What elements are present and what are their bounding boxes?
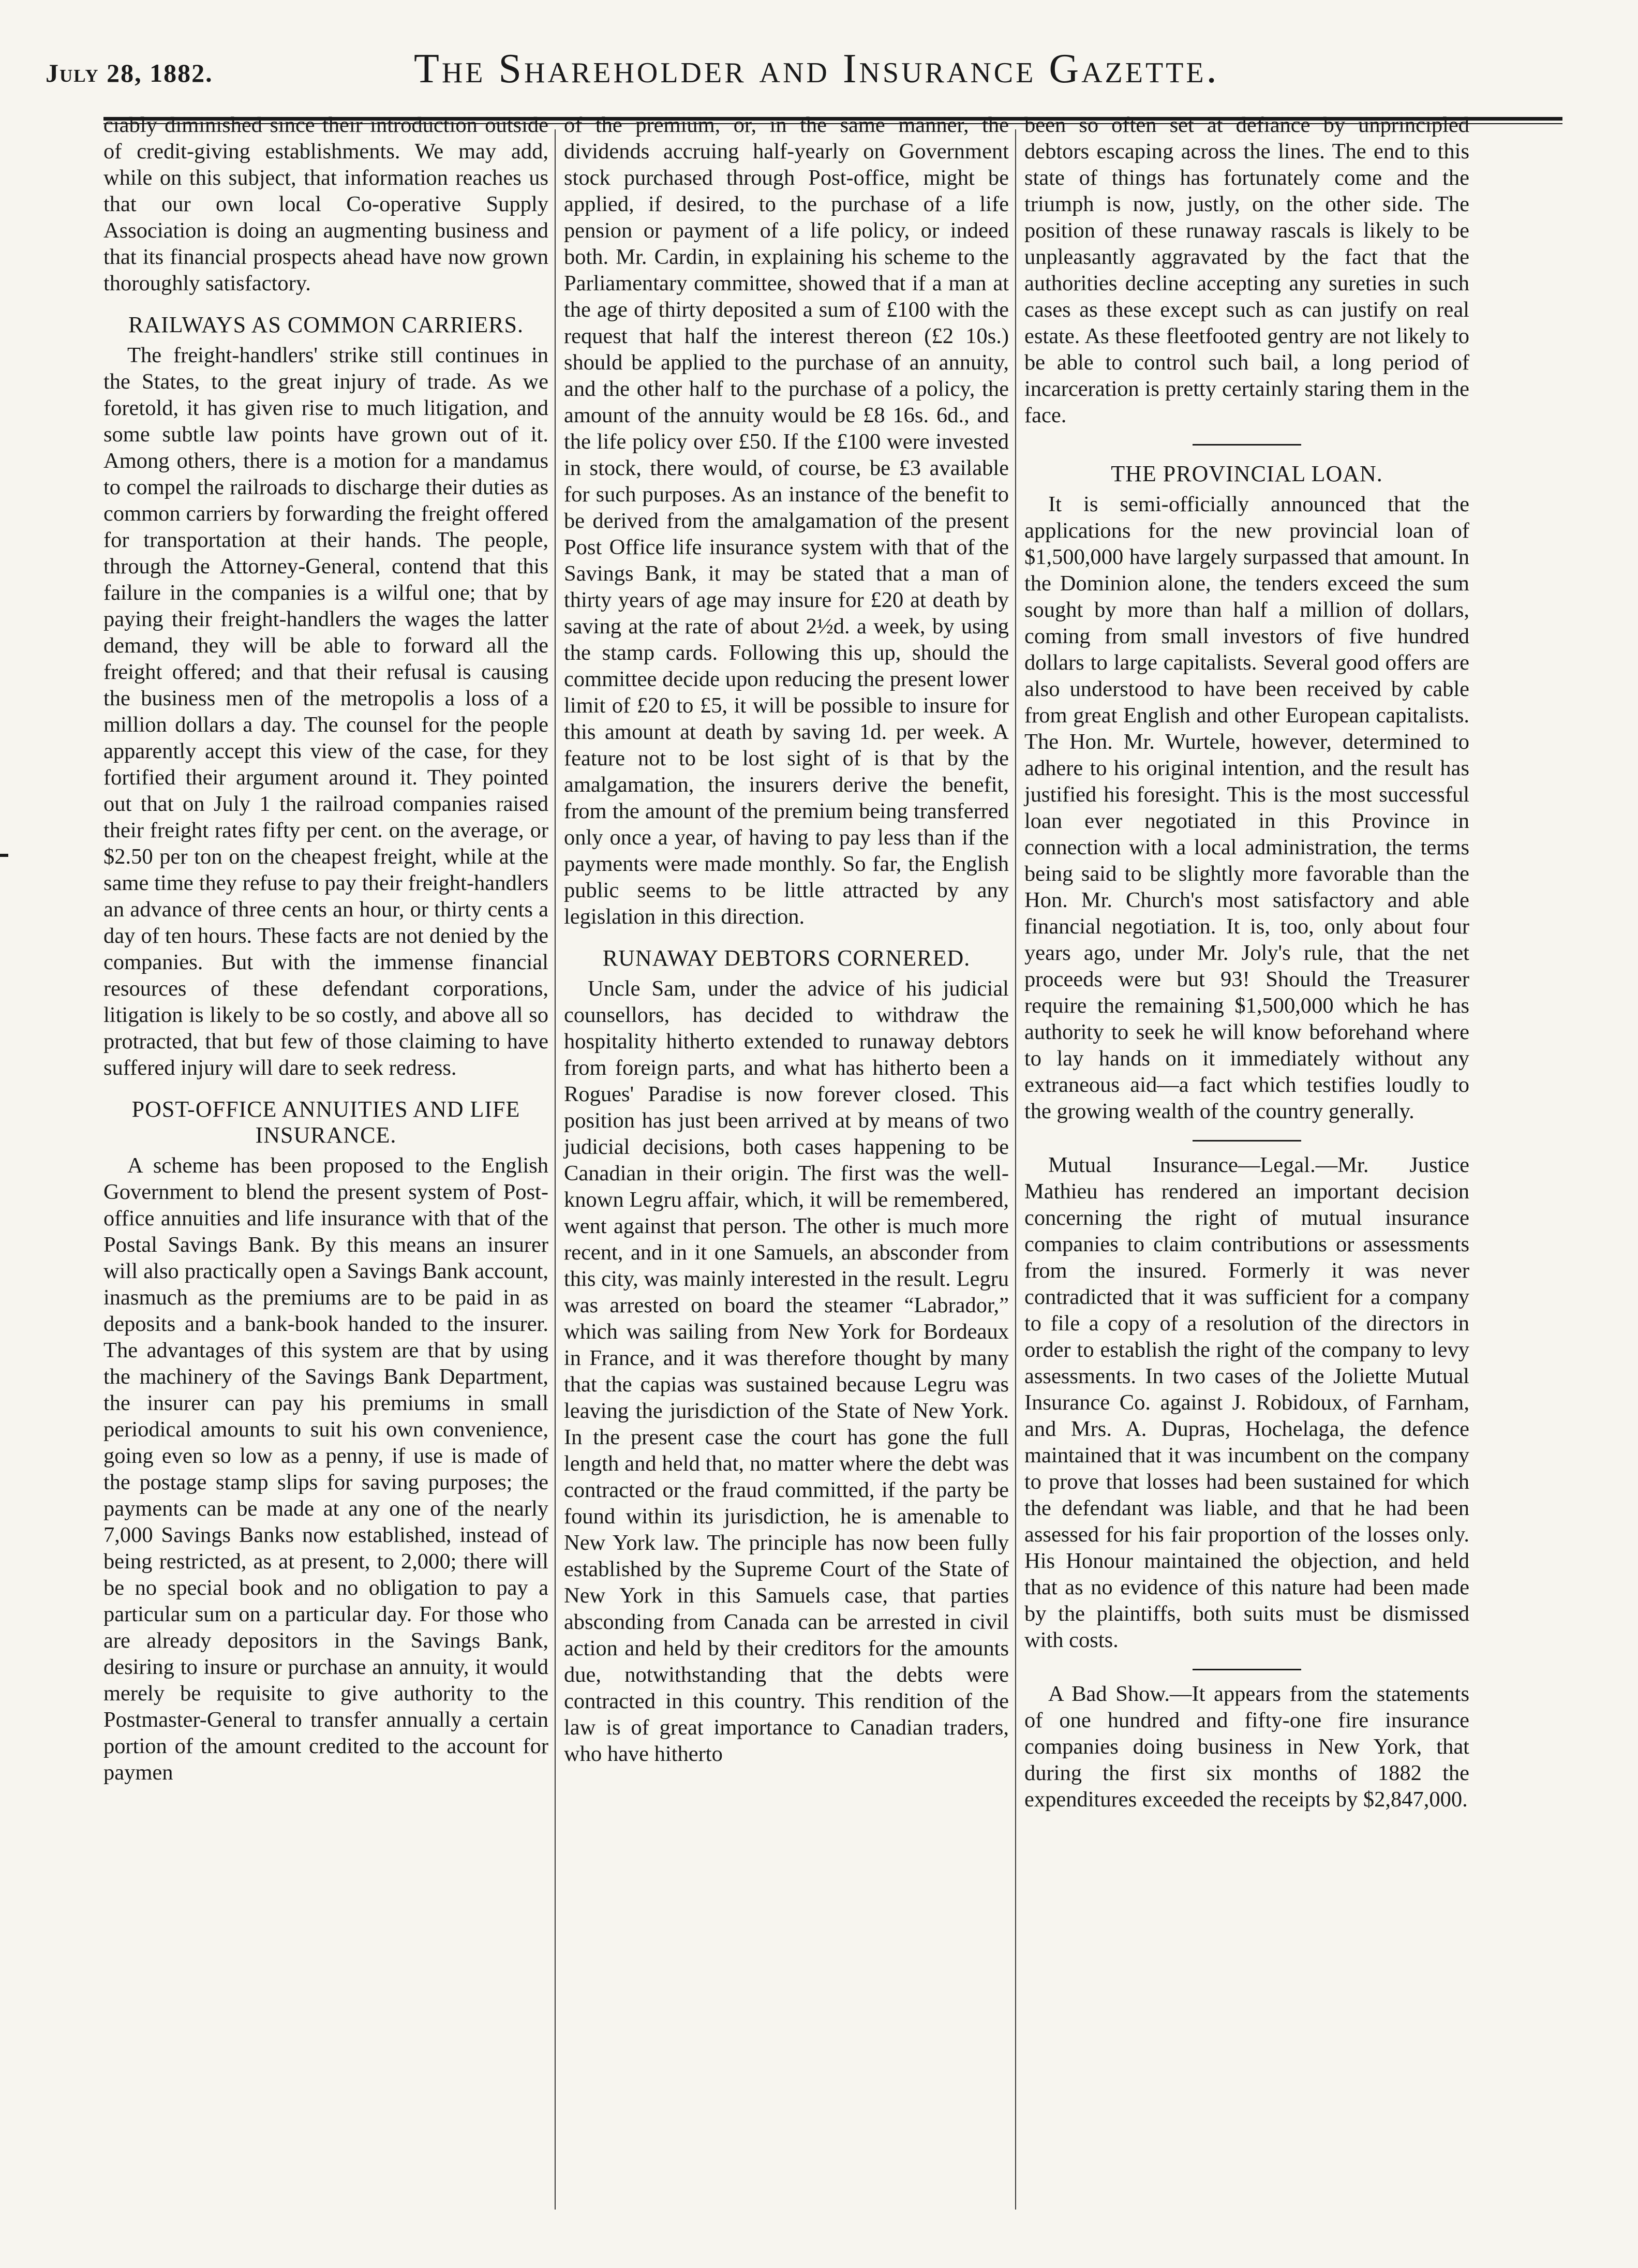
margin-mark (0, 854, 8, 857)
column-2 (564, 112, 1009, 1767)
article-continuation-post-office: of the premium, or, in the same manner, the dividends accruing half-yearly on Government stock purchased through Post-office, might be applied, if desired, to the purchase of a life pension or payment of a life policy, or indeed both. Mr. Cardin, in explaining his scheme to the Parliamentary committee, showed that if a man at the age of thirty deposited a sum of £100 with the request that half the interest thereon (£2 10s.) should be applied to the purchase of an annuity, and the other half to the purchase of a policy, the amount of the annuity would be £8 16s. 6d., and the life policy over £50. If the £100 were invested in stock, there would, of course, be £3 available for such purposes. As an instance of the benefit to be derived from the amalgamation of the present Post Office life insurance system with that of the Savings Bank, it may be stated that a man of thirty years of age may insure for £20 at death by saving at the rate of about 2½d. a week, by using the stamp cards. Following this up, should the committee decide upon reducing the present lower limit of £20 to £5, it will be possible to insure for this amount at death by saving 1d. per week. A feature not to be lost sight of is that by the amalgamation, the insurers derive the benefit, from the amount of the premium being transferred only once a year, of having to pay less than if the payments were made monthly. So far, the English public seems to be little attracted by any legislation in this direction. (564, 113, 1009, 929)
issue-date: July 28, 1882. (46, 58, 213, 87)
column-3 (1024, 112, 1469, 1813)
newspaper-title: The Shareholder and Insurance Gazette. (414, 46, 1219, 92)
article-body-post-office: A scheme has been proposed to the English Government to blend the present system of Post-office annuities and life insurance with that of the Postal Savings Bank. By this means an insurer will also practically open a Savings Bank account, inasmuch as the premiums are to be paid in as deposits and a bank-book handed to the insurer. The advantages of this system are that by using the machinery of the Savings Bank Department, the insurer can pay his premiums in small periodical amounts to suit his own convenience, going even so low as a penny, if use is made of the postage stamp slips for saving purposes; the payments can be made at any one of the nearly 7,000 Savings Banks now established, instead of being restricted, as at present, to 2,000; there will be no special book and no obligation to pay a particular sum on a particular day. For those who are already depositors in the Savings Bank, desiring to insure or purchase an annuity, it would merely be requisite to give authority to the Postmaster-General to transfer annually a certain portion of the amount credited to the account for paymen (103, 1153, 548, 1785)
column-divider-1 (555, 129, 556, 2210)
section-divider (1193, 1140, 1301, 1142)
article-heading-railways: RAILWAYS AS COMMON CARRIERS. (128, 312, 524, 337)
article-heading-provincial-loan: THE PROVINCIAL LOAN. (1111, 461, 1383, 486)
article-continuation-runaway-debtors: been so often set at defiance by unprincipled debtors escaping across the lines. The end to this state of things has fortunately come and the triumph is now, justly, on the other side. The position of these runaway rascals is likely to be unpleasantly aggravated by the fact that the authorities decline accepting any sureties in such cases as these except such as can justify on real estate. As these fleetfooted gentry are not likely to be able to control such bail, a long period of incarceration is pretty certainly staring them in the face. (1024, 113, 1469, 427)
article-body-railways: The freight-handlers' strike still continues in the States, to the great injury of trade. As we foretold, it has given rise to much litigation, and some subtle law points have grown out of it. Among others, there is a motion for a mandamus to compel the railroads to discharge their duties as common carriers by forwarding the freight offered for transportation at their hands. The people, through the Attorney-General, contend that this failure in the companies is a wilful one; that by paying their freight-handlers the wages the latter demand, they will be able to forward all the freight offered; and that their refusal is causing the business men of the metropolis a loss of a million dollars a day. The counsel for the people apparently accept this view of the case, for they fortified their argument around it. They pointed out that on July 1 the railroad companies raised their freight rates fifty per cent. on the average, or $2.50 per ton on the cheapest freight, while at the same time they refuse to pay their freight-handlers an advance of three cents an hour, or thirty cents a day of ten hours. These facts are not denied by the companies. But with the immense financial resources of these defendant corporations, litigation is likely to be so costly, and above all so protracted, that but few of those claiming to have suffered injury will dare to seek redress. (103, 343, 548, 1080)
article-mutual-insurance-legal: Mutual Insurance—Legal.—Mr. Justice Mathieu has rendered an important decision concerning the right of mutual insurance companies to claim contributions or assessments from the insured. Formerly it was never contradicted that it was sufficient for a company to file a copy of a resolution of the directors in order to establish the right of the company to levy assessments. In two cases of the Joliette Mutual Insurance Co. against J. Robidoux, of Farnham, and Mrs. A. Dupras, Hochelaga, the defence maintained that it was incumbent on the company to prove that losses had been sustained for which the defendant was liable, and that he had been assessed for his fair proportion of the losses only. His Honour maintained the objection, and held that as no evidence of this nature had been made by the plaintiffs, both suits must be dismissed with costs. (1024, 1153, 1469, 1652)
article-heading-runaway-debtors: RUNAWAY DEBTORS CORNERED. (602, 945, 971, 971)
section-divider (1193, 444, 1301, 446)
column-1 (103, 112, 548, 1786)
article-body-runaway-debtors: Uncle Sam, under the advice of his judicial counsellors, has decided to withdraw the hospitality hitherto extended to runaway debtors from foreign parts, and what has hitherto been a Rogues' Paradise is now forever closed. This position has just been arrived at by means of two judicial decisions, both cases happening to be Canadian in their origin. The first was the well-known Legru affair, which, it will be remembered, went against that person. The other is much more recent, and in it one Samuels, an absconder from this city, was mainly interested in the result. Legru was arrested on board the steamer “Labrador,” which was sailing from New York for Bordeaux in France, and it was therefore thought by many that the capias was sustained because Legru was leaving the jurisdiction of the State of New York. In the present case the court has gone the full length and held that, no matter where the debt was contracted or the fraud committed, if the party be found within its jurisdiction, he is amenable to New York law. The principle has now been fully established by the Supreme Court of the State of New York in this Samuels case, that parties absconding from Canada can be arrested in civil action and held by their creditors for the amounts due, notwithstanding that the debts were contracted in this country. This rendition of the law is of great importance to Canadian traders, who have hitherto (564, 976, 1009, 1766)
section-divider (1193, 1669, 1301, 1670)
article-body-provincial-loan: It is semi-officially announced that the applications for the new provincial loan of $1,500,000 have largely surpassed that amount. In the Dominion alone, the tenders exceed the sum sought by more than half a million of dollars, coming from small investors of five hundred dollars to large capitalists. Several good offers are also understood to have been received by cable from great English and other European capitalists. The Hon. Mr. Wurtele, however, determined to adhere to his original intention, and the result has justified his foresight. This is the most successful loan ever negotiated in this Province in connection with a local administration, the terms being said to be slightly more favorable than the Hon. Mr. Church's most satisfactory and able financial negotiation. It is, too, only about four years ago, under Mr. Joly's rule, that the net proceeds were but 93! Should the Treasurer require the remaining $1,500,000 which he has authority to seek he will know beforehand where to lay hands on it immediately without any extraneous aid—a fact which testifies loudly to the growing wealth of the country generally. (1024, 492, 1469, 1123)
article-bad-show: A Bad Show.—It appears from the statements of one hundred and fifty-one fire insurance companies doing business in New York, that during the first six months of 1882 the expenditures exceeded the receipts by $2,847,000. (1024, 1682, 1469, 1812)
masthead (41, 36, 1562, 114)
column-divider-2 (1015, 129, 1016, 2210)
article-heading-post-office: POST-OFFICE ANNUITIES AND LIFE INSURANCE. (131, 1096, 520, 1148)
article-continuation-cooperative: ciably diminished since their introduction outside of credit-giving establishments. We may add, while on this subject, that information reaches us that our own local Co-operative Supply Association is doing an augmenting business and that its financial prospects ahead have now grown thoroughly satisfactory. (103, 113, 548, 295)
